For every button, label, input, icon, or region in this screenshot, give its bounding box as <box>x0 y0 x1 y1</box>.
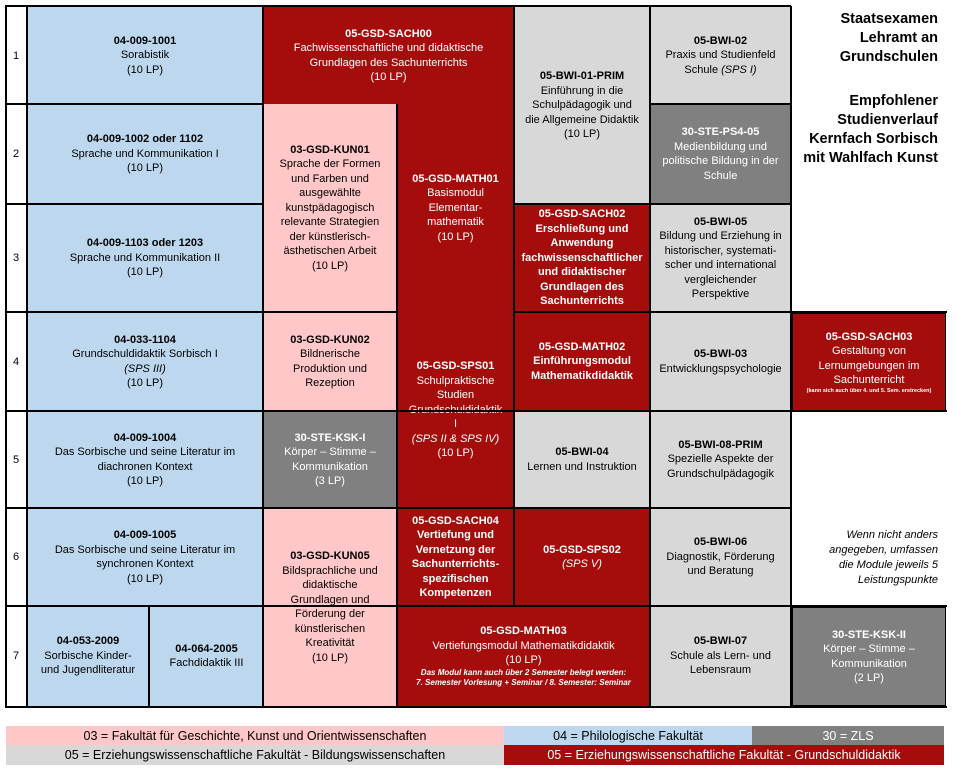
legend-faculty-05-bildung: 05 = Erziehungswissenschaftliche Fakultät - Bildungswissenschaften <box>6 745 504 765</box>
title-line: Studienverlauf <box>837 112 938 128</box>
grid-line <box>790 6 792 707</box>
module-05-gsd-math03 <box>397 606 650 706</box>
legend-zls: 30 = ZLS <box>752 726 944 745</box>
module-sps: (SPS V) <box>562 558 602 570</box>
module-title: Kreativität <box>305 637 355 649</box>
row-number: 3 <box>12 252 20 264</box>
grid-line <box>396 104 398 707</box>
module-code: 05-BWI-02 <box>693 34 748 47</box>
module-code: 04-053-2009 <box>56 635 120 648</box>
module-title: Sorabistik <box>120 49 170 62</box>
module-code: 30-STE-KSK-I <box>294 431 366 444</box>
grid-line <box>26 6 28 707</box>
title-line: Empfohlener <box>849 93 938 109</box>
module-code: 05-BWI-08-PRIM <box>678 438 763 451</box>
note-line: die Module jeweils 5 <box>838 559 938 571</box>
module-title: ausgewählte <box>299 187 361 200</box>
grid-line <box>5 6 7 707</box>
grid-line <box>649 103 791 105</box>
module-05-bwi-05 <box>650 204 791 312</box>
module-title: fachwissenschaftlicher <box>521 251 643 264</box>
legend-faculty-04: 04 = Philologische Fakultät <box>504 726 752 745</box>
module-05-bwi-01-prim <box>514 7 650 204</box>
module-title: Das Sorbische und seine Literatur im <box>54 543 236 556</box>
grid-line <box>513 6 515 606</box>
module-title: mathematik <box>427 216 484 229</box>
module-title: Produktion und <box>293 362 367 375</box>
module-05-gsd-sach03 <box>792 313 946 411</box>
module-lp: (10 LP) <box>370 71 407 83</box>
module-code: 05-GSD-MATH02 <box>538 340 626 353</box>
module-lp: (10 LP) <box>126 162 164 175</box>
module-title: Bildung und Erziehung in <box>659 230 782 242</box>
module-04-064-2005 <box>150 606 263 706</box>
grid-line <box>148 606 150 707</box>
module-04-009-1002 <box>27 104 263 204</box>
module-code: 30-STE-PS4-05 <box>681 126 760 138</box>
module-title: Sachunterricht <box>833 374 905 386</box>
module-title: scher und international <box>664 259 777 271</box>
module-title: Grundlagen des Sachunterrichts <box>309 56 468 69</box>
module-05-gsd-sps02 <box>514 508 650 606</box>
module-title: Einführung in die <box>540 84 624 97</box>
module-lp: (10 LP) <box>563 128 601 141</box>
module-title: Schule <box>703 169 738 182</box>
module-30-ste-ksk-i <box>263 411 397 508</box>
module-title: Vertiefung und <box>417 529 494 541</box>
module-title: und Farben und <box>291 172 369 185</box>
module-title: Sprache und Kommunikation I <box>71 147 219 160</box>
title-line: Grundschulen <box>839 49 938 65</box>
module-code: 05-BWI-01-PRIM <box>539 70 625 83</box>
module-title: Schule als Lern- und <box>670 649 771 662</box>
module-lp: (10 LP) <box>437 230 474 243</box>
module-03-gsd-kun01 <box>263 104 397 312</box>
module-title: ästhetischen Arbeit <box>283 245 377 258</box>
module-lp: (10 LP) <box>126 377 164 389</box>
module-title: Kommunikation <box>831 657 907 670</box>
module-title: Förderung der <box>295 608 365 620</box>
module-title: Grundschuldidaktik Sorbisch I <box>72 348 218 360</box>
module-30-ste-ps4-05 <box>650 104 791 204</box>
module-code: 04-009-1103 oder 1203 <box>86 237 204 250</box>
grid-line <box>5 410 947 412</box>
module-05-gsd-sach04 <box>397 508 514 606</box>
module-title: Entwicklungspsychologie <box>659 362 782 375</box>
module-title: Kommunikation <box>292 460 368 473</box>
module-code: 05-GSD-SACH04 <box>412 514 499 527</box>
note-line: angegeben, umfassen <box>829 544 938 556</box>
module-title: und Jugendliteratur <box>40 664 136 677</box>
module-code: 03-GSD-KUN01 <box>290 143 370 156</box>
module-title: Studien <box>436 389 475 402</box>
title-line: Lehramt an <box>859 30 938 46</box>
module-title: Mathematikdidaktik <box>530 369 634 382</box>
module-lp: (3 LP) <box>315 475 345 487</box>
module-04-009-1103 <box>27 204 263 312</box>
module-code: 05-GSD-MATH01 <box>412 172 499 185</box>
module-title: Lernen und Instruktion <box>527 460 637 473</box>
module-05-bwi-06 <box>650 508 791 606</box>
module-title: Sachunterrichts <box>540 295 624 308</box>
module-05-bwi-08-prim <box>650 411 791 508</box>
row-number: 5 <box>12 453 20 466</box>
module-title: Grundlagen des <box>540 280 624 293</box>
module-title: Körper – Stimme – <box>284 446 376 458</box>
row-number: 1 <box>12 49 20 62</box>
module-code: 04-009-1002 oder 1102 <box>86 133 204 146</box>
module-code: 04-009-1001 <box>113 34 177 47</box>
module-title: Kompetenzen <box>419 587 492 599</box>
module-title: Grundlagen und <box>290 593 370 606</box>
module-title: Einführungsmodul <box>533 355 631 368</box>
module-code: 05-GSD-SACH03 <box>825 330 913 343</box>
module-title: Schulpraktische <box>416 374 495 387</box>
module-03-gsd-kun05 <box>263 508 397 706</box>
module-title: Elementar- <box>428 201 483 214</box>
row-number: 2 <box>12 148 20 160</box>
module-title: Sprache der Formen <box>279 158 381 171</box>
module-05-gsd-sach02 <box>514 204 650 312</box>
module-title: Praxis und Studienfeld <box>665 49 776 62</box>
module-title: der künstlerisch- <box>289 230 371 243</box>
grid-line <box>649 6 651 707</box>
module-30-ste-ksk-ii <box>792 607 946 706</box>
module-05-bwi-07 <box>650 606 791 706</box>
module-title: Lernumgebungen im <box>818 359 920 372</box>
grid-line <box>5 5 791 7</box>
module-title: Spezielle Aspekte der <box>667 453 774 466</box>
module-code: 05-GSD-SPS02 <box>543 543 621 556</box>
module-03-gsd-kun02 <box>263 312 397 411</box>
module-lp: (10 LP) <box>126 475 164 487</box>
note-line: Leistungspunkte <box>857 574 938 586</box>
module-title: kunstpädagogisch <box>285 201 375 214</box>
grid-line <box>513 311 947 313</box>
module-code: 04-009-1004 <box>113 431 177 444</box>
module-title: künstlerischen <box>294 622 366 635</box>
grid-line <box>5 311 397 313</box>
module-title: Bildsprachliche und <box>282 564 378 577</box>
module-code: 05-GSD-MATH03 <box>480 625 567 638</box>
module-code: 05-GSD-SPS01 <box>416 360 495 373</box>
module-04-053-2009 <box>27 606 149 706</box>
module-title: historischer, systemati- <box>664 244 777 257</box>
module-code: 05-GSD-SACH02 <box>538 208 626 221</box>
module-note: 7. Semester Vorlesung + Seminar / 8. Semester: Seminar <box>416 677 631 687</box>
module-title: Perspektive <box>691 288 750 300</box>
row-number: 6 <box>12 551 20 563</box>
title-line: mit Wahlfach Kunst <box>803 150 938 166</box>
module-title: Sorbische Kinder- <box>44 649 132 662</box>
grid-line <box>5 103 263 105</box>
module-title: synchronen Kontext <box>96 558 194 570</box>
module-04-009-1004 <box>27 411 263 508</box>
module-title: Grundschulpädagogik <box>666 467 775 480</box>
module-title: vergleichender <box>684 273 757 286</box>
document-subtitle <box>796 92 938 168</box>
module-sps: (SPS II & SPS IV) <box>411 432 500 445</box>
module-code: 05-BWI-04 <box>555 446 609 458</box>
module-title: Rezeption <box>305 377 355 389</box>
module-code: 30-STE-KSK-II <box>832 628 906 641</box>
module-code: 05-BWI-05 <box>693 215 748 228</box>
module-code: 03-GSD-KUN02 <box>290 333 370 346</box>
module-title: politische Bildung in der <box>662 155 779 167</box>
grid-line <box>5 507 791 509</box>
module-sps: (SPS III) <box>124 362 166 375</box>
module-04-033-1104 <box>27 312 263 411</box>
module-lp: (10 LP) <box>126 63 164 76</box>
title-line: Kernfach Sorbisch <box>809 131 938 147</box>
module-title: Basismodul <box>427 187 484 200</box>
module-05-gsd-math01 <box>397 104 514 312</box>
module-title: Gestaltung von <box>832 345 906 357</box>
module-lp: (10 LP) <box>126 266 164 279</box>
module-title: Diagnostik, Förderung <box>666 550 775 563</box>
module-title: Lebensraum <box>689 664 752 677</box>
module-lp: (10 LP) <box>311 651 349 664</box>
module-05-gsd-math02 <box>514 312 650 411</box>
module-title: Das Sorbische und seine Literatur im <box>54 446 236 458</box>
module-code: 05-BWI-06 <box>693 536 748 549</box>
row-number: 4 <box>12 355 20 368</box>
module-title: spezifischen <box>422 572 489 585</box>
module-lp: (10 LP) <box>437 447 474 460</box>
module-05-bwi-02 <box>650 7 791 104</box>
module-title: Bildnerische <box>300 348 360 360</box>
module-05-gsd-sach00 <box>263 7 514 104</box>
grid-line <box>262 6 264 707</box>
module-04-009-1005 <box>27 508 263 606</box>
module-title: Körper – Stimme – <box>823 643 915 655</box>
module-title: diachronen Kontext <box>97 460 193 473</box>
module-title: didaktische <box>302 579 358 591</box>
module-title: Schulpädagogik und <box>532 99 632 112</box>
module-title: I <box>453 418 458 431</box>
module-title: und didaktischer <box>537 266 627 279</box>
module-title: Fachdidaktik III <box>169 657 244 669</box>
module-code: 03-GSD-KUN05 <box>290 550 370 562</box>
module-title: Schule <box>684 63 719 76</box>
grid-line <box>5 706 947 708</box>
grid-line <box>5 203 263 205</box>
module-title: Sachunterrichts- <box>411 558 500 570</box>
grid-line <box>513 203 791 205</box>
module-code: 05-GSD-SACH00 <box>345 27 432 40</box>
module-05-bwi-03 <box>650 312 791 411</box>
row-number: 7 <box>12 650 20 662</box>
lp-note <box>796 528 938 588</box>
module-lp: (2 LP) <box>854 672 884 684</box>
document-title <box>796 10 938 67</box>
module-title: Erschließung und <box>535 222 629 235</box>
grid-line <box>5 605 947 607</box>
module-note: Das Modul kann auch über 2 Semester belegt werden: <box>420 667 627 677</box>
legend-faculty-05-grundschule: 05 = Erziehungswissenschaftliche Fakultät - Grundschuldidaktik <box>504 745 944 765</box>
module-code: 04-064-2005 <box>175 642 238 655</box>
legend-faculty-03: 03 = Fakultät für Geschichte, Kunst und Orientwissenschaften <box>6 726 504 745</box>
module-sps: (SPS I) <box>721 63 757 76</box>
module-note: (kann sich auch über 4. und 5. Sem. erstrecken) <box>806 387 932 394</box>
note-line: Wenn nicht anders <box>846 529 938 541</box>
module-code: 05-BWI-07 <box>693 635 748 648</box>
module-code: 04-009-1005 <box>113 529 177 541</box>
module-04-009-1001 <box>27 7 263 104</box>
module-title: die Allgemeine Didaktik <box>525 113 639 126</box>
module-lp: (10 LP) <box>311 259 349 272</box>
module-title: Vernetzung der <box>415 543 496 556</box>
module-code: 04-033-1104 <box>114 333 176 346</box>
module-title: relevante Strategien <box>280 216 380 229</box>
module-title: und Beratung <box>687 565 754 578</box>
module-title: Medienbildung und <box>674 140 767 153</box>
module-title: Vertiefungsmodul Mathematikdidaktik <box>432 639 615 652</box>
module-05-bwi-04 <box>514 411 650 508</box>
module-title: Sprache und Kommunikation II <box>69 251 221 264</box>
module-lp: (10 LP) <box>126 572 164 585</box>
module-title: Fachwissenschaftliche und didaktische <box>293 42 484 54</box>
module-code: 05-BWI-03 <box>693 348 748 360</box>
module-lp: (10 LP) <box>505 654 542 667</box>
title-line: Staatsexamen <box>840 11 938 27</box>
module-title: Anwendung <box>550 237 614 250</box>
